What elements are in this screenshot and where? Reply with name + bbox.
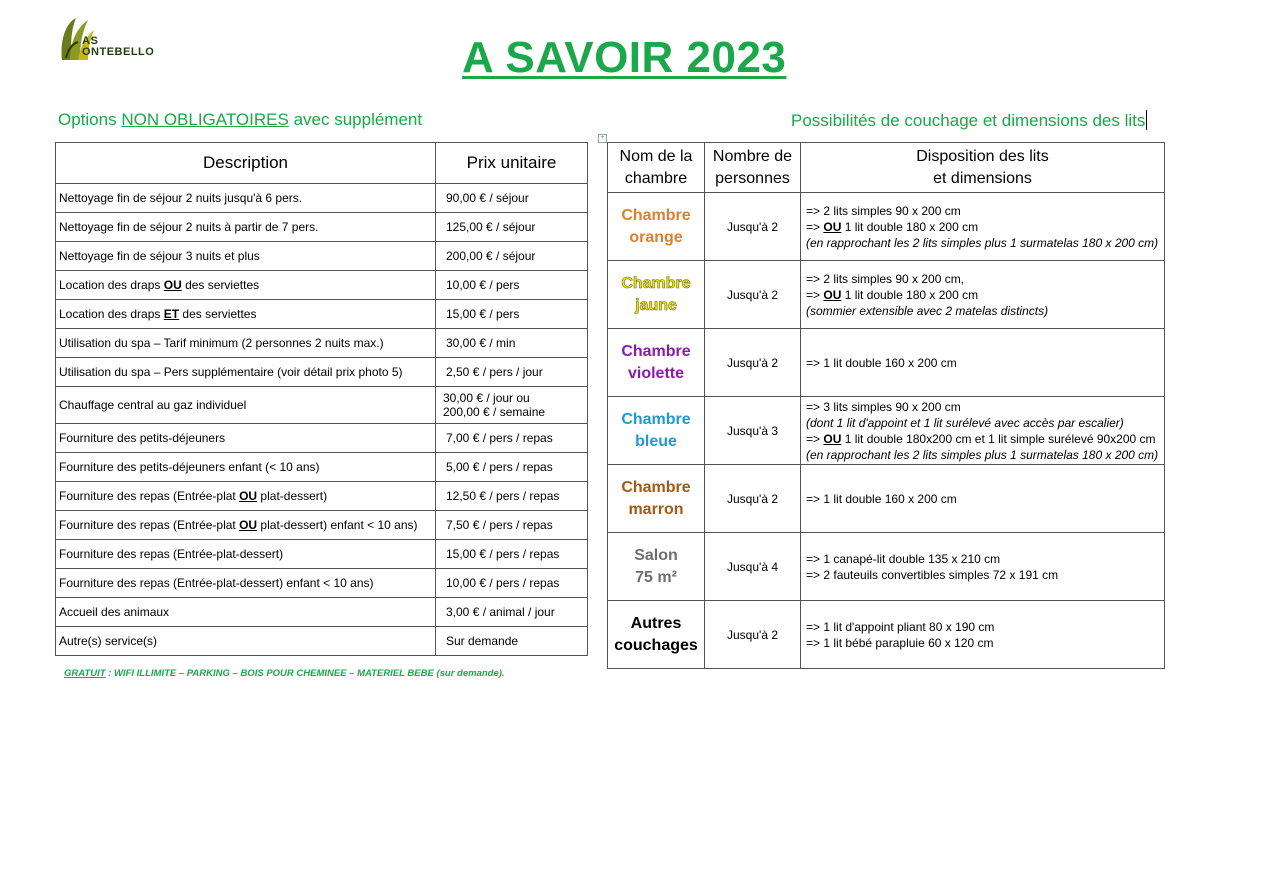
disposition-line: => 1 lit double 160 x 200 cm bbox=[806, 355, 957, 370]
room-capacity: Jusqu'à 4 bbox=[705, 533, 801, 601]
options-row bbox=[56, 598, 588, 627]
beds-row bbox=[608, 193, 1165, 261]
options-row bbox=[56, 511, 588, 540]
room-name: Chambre orange bbox=[608, 193, 705, 261]
options-row bbox=[56, 482, 588, 511]
header-capacity: Nombre de personnes bbox=[705, 143, 801, 193]
option-price: 200,00 € / séjour bbox=[436, 242, 588, 271]
option-price: 10,00 € / pers / repas bbox=[436, 569, 588, 598]
options-section-title: Options NON OBLIGATOIRES avec supplément bbox=[58, 110, 423, 129]
option-price: 2,50 € / pers / jour bbox=[436, 358, 588, 387]
option-description: Nettoyage fin de séjour 3 nuits et plus bbox=[56, 242, 436, 271]
options-row bbox=[56, 424, 588, 453]
option-description: Fourniture des repas (Entrée-plat OU plat-dessert) bbox=[56, 482, 436, 511]
beds-row bbox=[608, 261, 1165, 329]
option-description: Nettoyage fin de séjour 2 nuits jusqu'à 6 pers. bbox=[56, 184, 436, 213]
bed-disposition bbox=[801, 193, 1165, 261]
option-price: Sur demande bbox=[436, 627, 588, 656]
disposition-line: => 3 lits simples 90 x 200 cm bbox=[806, 399, 961, 414]
options-row bbox=[56, 271, 588, 300]
option-description: Nettoyage fin de séjour 2 nuits à partir de 7 pers. bbox=[56, 213, 436, 242]
disposition-line: => OU 1 lit double 180 x 200 cm bbox=[806, 219, 979, 234]
page-title: A SAVOIR 2023 bbox=[462, 33, 787, 82]
options-row bbox=[56, 213, 588, 242]
option-description: Fourniture des petits-déjeuners enfant (< 10 ans) bbox=[56, 453, 436, 482]
options-row bbox=[56, 329, 588, 358]
option-price: 15,00 € / pers / repas bbox=[436, 540, 588, 569]
bed-disposition bbox=[801, 397, 1165, 465]
beds-row bbox=[608, 601, 1165, 669]
disposition-line: => 1 lit d'appoint pliant 80 x 190 cm bbox=[806, 619, 995, 634]
options-row bbox=[56, 300, 588, 329]
option-description: Location des draps OU des serviettes bbox=[56, 271, 436, 300]
logo bbox=[58, 14, 178, 64]
free-services-note: GRATUIT : WIFI ILLIMITE – PARKING – BOIS POUR CHEMINEE – MATERIEL BEBE (sur demande). bbox=[64, 668, 505, 679]
option-description: Utilisation du spa – Tarif minimum (2 personnes 2 nuits max.) bbox=[56, 329, 436, 358]
option-price: 7,50 € / pers / repas bbox=[436, 511, 588, 540]
disposition-line: => OU 1 lit double 180x200 cm et 1 lit simple surélevé 90x200 cm bbox=[806, 431, 1156, 446]
room-name: Chambre bleue bbox=[608, 397, 705, 465]
disposition-line: => 1 lit bébé parapluie 60 x 120 cm bbox=[806, 635, 994, 650]
disposition-line: (dont 1 lit d'appoint et 1 lit surélevé avec accès par escalier) bbox=[806, 415, 1124, 430]
beds-row bbox=[608, 533, 1165, 601]
room-name: Chambre jaune bbox=[608, 261, 705, 329]
header-disposition: Disposition des lits et dimensions bbox=[801, 143, 1165, 193]
options-row bbox=[56, 453, 588, 482]
header-price: Prix unitaire bbox=[436, 143, 588, 184]
text-cursor bbox=[1146, 110, 1147, 130]
options-row bbox=[56, 184, 588, 213]
beds-row bbox=[608, 465, 1165, 533]
options-row bbox=[56, 540, 588, 569]
bed-disposition bbox=[801, 601, 1165, 669]
room-capacity: Jusqu'à 2 bbox=[705, 193, 801, 261]
room-capacity: Jusqu'à 2 bbox=[705, 261, 801, 329]
bed-disposition bbox=[801, 465, 1165, 533]
header-room: Nom de la chambre bbox=[608, 143, 705, 193]
option-price: 12,50 € / pers / repas bbox=[436, 482, 588, 511]
room-name: Autres couchages bbox=[608, 601, 705, 669]
option-description: Fourniture des petits-déjeuners bbox=[56, 424, 436, 453]
room-capacity: Jusqu'à 3 bbox=[705, 397, 801, 465]
option-price: 10,00 € / pers bbox=[436, 271, 588, 300]
beds-row bbox=[608, 397, 1165, 465]
option-description: Fourniture des repas (Entrée-plat OU plat-dessert) enfant < 10 ans) bbox=[56, 511, 436, 540]
option-price: 30,00 € / min bbox=[436, 329, 588, 358]
room-capacity: Jusqu'à 2 bbox=[705, 329, 801, 397]
disposition-line: => 2 lits simples 90 x 200 cm, bbox=[806, 271, 965, 286]
option-price: 30,00 € / jour ou 200,00 € / semaine bbox=[436, 387, 588, 424]
option-description: Accueil des animaux bbox=[56, 598, 436, 627]
bed-disposition bbox=[801, 329, 1165, 397]
option-price: 125,00 € / séjour bbox=[436, 213, 588, 242]
options-row bbox=[56, 387, 588, 424]
option-description: Chauffage central au gaz individuel bbox=[56, 387, 436, 424]
option-price: 7,00 € / pers / repas bbox=[436, 424, 588, 453]
bed-disposition bbox=[801, 533, 1165, 601]
options-row bbox=[56, 627, 588, 656]
option-price: 15,00 € / pers bbox=[436, 300, 588, 329]
option-description: Autre(s) service(s) bbox=[56, 627, 436, 656]
room-capacity: Jusqu'à 2 bbox=[705, 601, 801, 669]
beds-row bbox=[608, 329, 1165, 397]
beds-table bbox=[607, 142, 1165, 669]
disposition-line: => 1 canapé-lit double 135 x 210 cm bbox=[806, 551, 1001, 566]
disposition-line: (sommier extensible avec 2 matelas distincts) bbox=[806, 303, 1049, 318]
header-description: Description bbox=[56, 143, 436, 184]
option-description: Fourniture des repas (Entrée-plat-dessert) enfant < 10 ans) bbox=[56, 569, 436, 598]
options-row bbox=[56, 242, 588, 271]
room-name: Chambre violette bbox=[608, 329, 705, 397]
bed-disposition bbox=[801, 261, 1165, 329]
disposition-line: => OU 1 lit double 180 x 200 cm bbox=[806, 287, 979, 302]
disposition-line: => 2 fauteuils convertibles simples 72 x 191 cm bbox=[806, 567, 1059, 582]
room-capacity: Jusqu'à 2 bbox=[705, 465, 801, 533]
disposition-line: (en rapprochant les 2 lits simples plus 1 surmatelas 180 x 200 cm) bbox=[806, 235, 1159, 250]
disposition-line: => 1 lit double 160 x 200 cm bbox=[806, 491, 957, 506]
disposition-line: => 2 lits simples 90 x 200 cm bbox=[806, 203, 961, 218]
options-table bbox=[55, 142, 588, 656]
options-header-row bbox=[56, 143, 588, 184]
option-price: 5,00 € / pers / repas bbox=[436, 453, 588, 482]
disposition-line: (en rapprochant les 2 lits simples plus 1 surmatelas 180 x 200 cm) bbox=[806, 447, 1159, 462]
room-name: Chambre marron bbox=[608, 465, 705, 533]
beds-section-title: Possibilités de couchage et dimensions des lits bbox=[791, 111, 1146, 130]
options-row bbox=[56, 569, 588, 598]
option-price: 90,00 € / séjour bbox=[436, 184, 588, 213]
logo-text: AS ONTEBELLO bbox=[82, 35, 155, 58]
options-row bbox=[56, 358, 588, 387]
beds-header-row bbox=[608, 143, 1165, 193]
option-description: Location des draps ET des serviettes bbox=[56, 300, 436, 329]
option-description: Fourniture des repas (Entrée-plat-dessert) bbox=[56, 540, 436, 569]
table-move-handle-icon[interactable]: + bbox=[598, 134, 607, 143]
room-name: Salon 75 m² bbox=[608, 533, 705, 601]
option-description: Utilisation du spa – Pers supplémentaire (voir détail prix photo 5) bbox=[56, 358, 436, 387]
option-price: 3,00 € / animal / jour bbox=[436, 598, 588, 627]
